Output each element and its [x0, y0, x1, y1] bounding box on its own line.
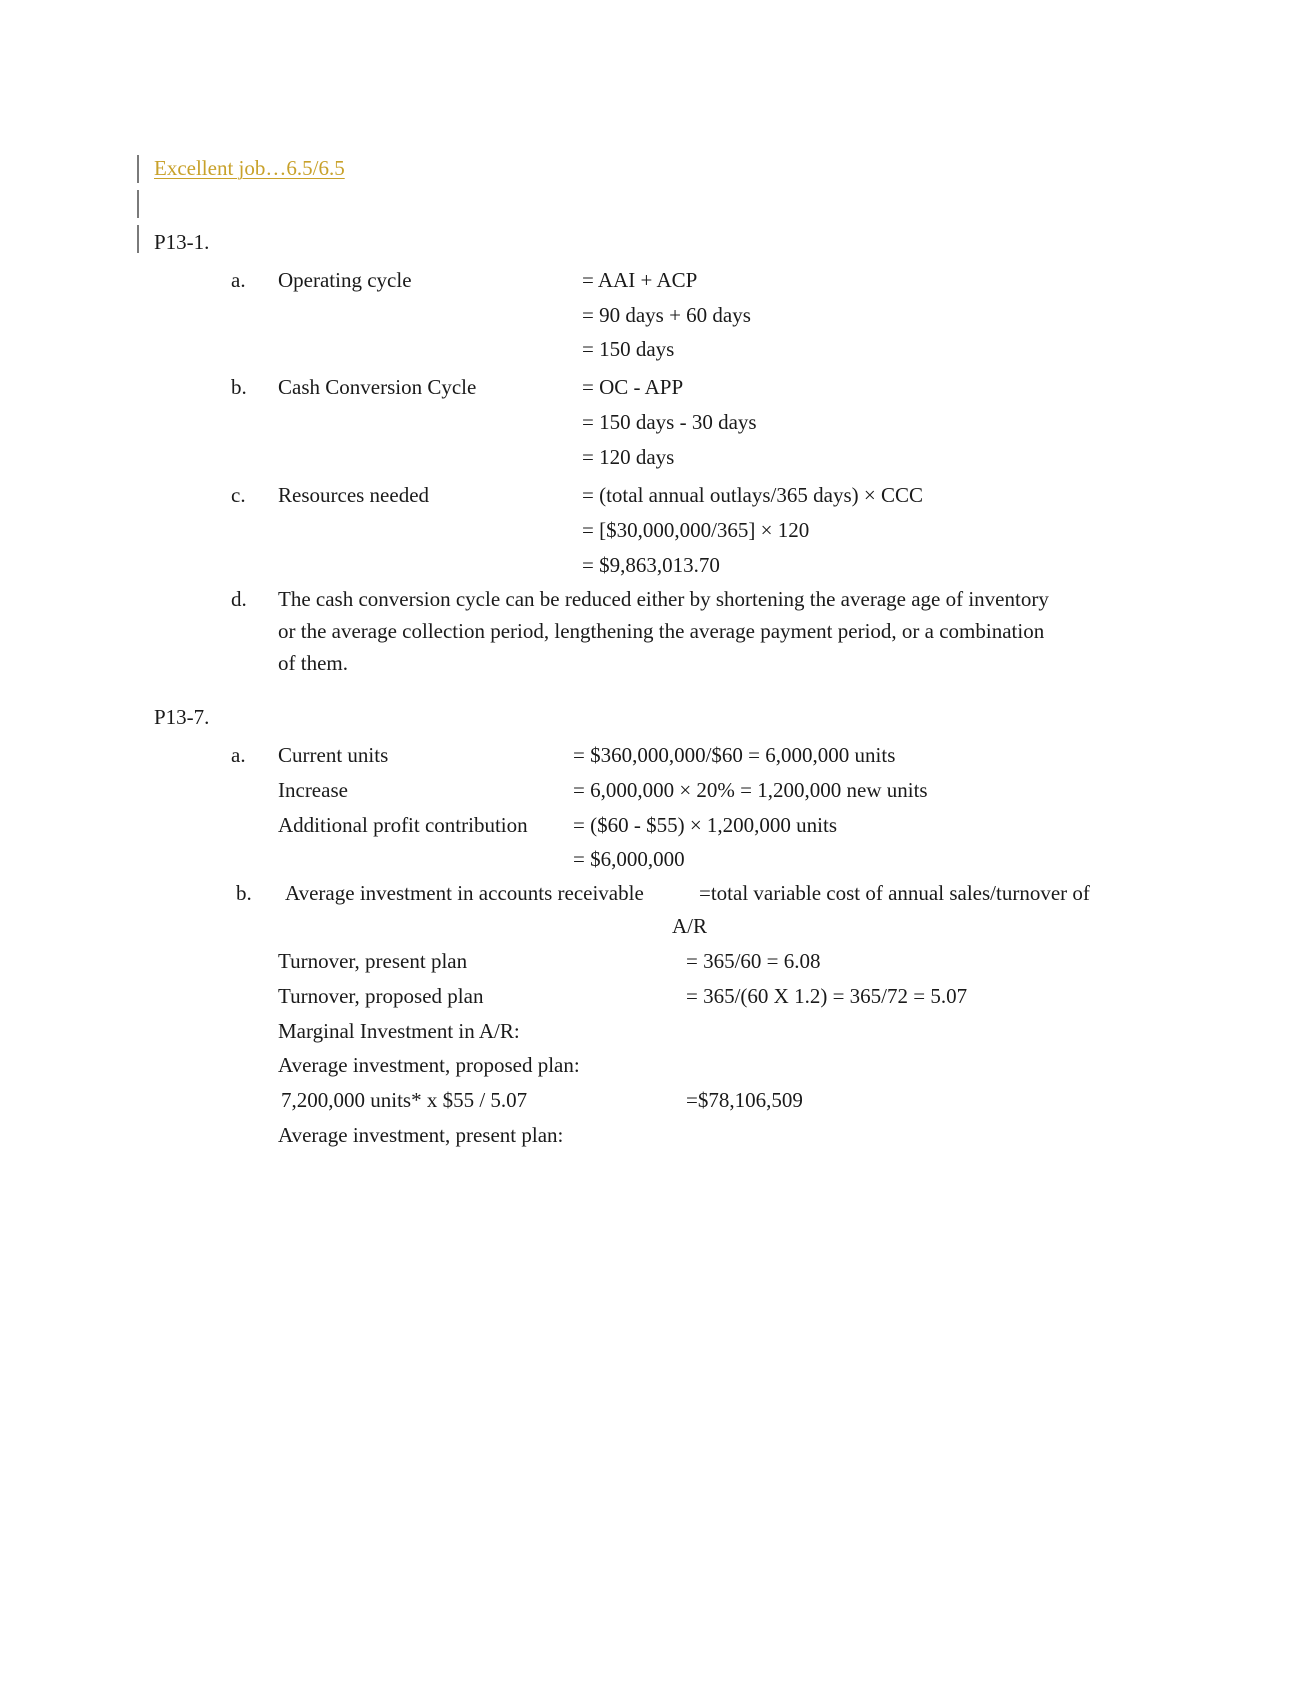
- item-letter: a.: [231, 743, 246, 767]
- change-bar: [137, 190, 139, 218]
- calc-line: = ($60 - $55) × 1,200,000 units: [573, 813, 838, 837]
- item-letter: b.: [231, 375, 247, 399]
- calc-line: = $6,000,000: [573, 847, 685, 871]
- calc-line: = 90 days + 60 days: [582, 303, 751, 327]
- calc-line: = [$30,000,000/365] × 120: [582, 518, 810, 542]
- item-label: Resources needed: [278, 483, 430, 507]
- item-letter: a.: [231, 268, 246, 292]
- calc-line: =total variable cost of annual sales/turnover of: [699, 881, 1090, 905]
- grader-comment: Excellent job…6.5/6.5: [154, 156, 345, 180]
- calc-line: = $360,000,000/$60 = 6,000,000 units: [573, 743, 896, 767]
- item-label: Turnover, present plan: [278, 949, 468, 973]
- item-label: Additional profit contribution: [278, 813, 528, 837]
- item-label: Marginal Investment in A/R:: [278, 1019, 520, 1043]
- item-label: Operating cycle: [278, 268, 412, 292]
- item-label: Cash Conversion Cycle: [278, 375, 477, 399]
- problem-heading-p13-1: P13-1.: [154, 230, 210, 254]
- calc-line: = AAI + ACP: [582, 268, 698, 292]
- change-bar: [137, 155, 139, 183]
- calc-line: = (total annual outlays/365 days) × CCC: [582, 483, 923, 507]
- item-label: Current units: [278, 743, 389, 767]
- calc-line: =$78,106,509: [686, 1088, 803, 1112]
- calc-line: = 365/60 = 6.08: [686, 949, 821, 973]
- item-letter: c.: [231, 483, 246, 507]
- item-letter: b.: [236, 881, 252, 905]
- calc-line: A/R: [672, 914, 708, 938]
- item-letter: d.: [231, 587, 247, 611]
- item-label: Turnover, proposed plan: [278, 984, 484, 1008]
- calc-line: = 6,000,000 × 20% = 1,200,000 new units: [573, 778, 928, 802]
- item-label: Average investment, present plan:: [278, 1123, 564, 1147]
- problem-heading-p13-7: P13-7.: [154, 705, 210, 729]
- item-label: Average investment, proposed plan:: [278, 1053, 580, 1077]
- item-label: Average investment in accounts receivable: [285, 881, 644, 905]
- paragraph-line: or the average collection period, lengthening the average payment period, or a combination: [278, 619, 1045, 643]
- change-bar: [137, 225, 139, 253]
- paragraph-line: of them.: [278, 651, 348, 675]
- calc-line: = $9,863,013.70: [582, 553, 720, 577]
- item-label: Increase: [278, 778, 348, 802]
- calc-line: = 365/(60 X 1.2) = 365/72 = 5.07: [686, 984, 968, 1008]
- calc-line: 7,200,000 units* x $55 / 5.07: [281, 1088, 528, 1112]
- calc-line: = 150 days: [582, 337, 675, 361]
- calc-line: = 120 days: [582, 445, 675, 469]
- calc-line: = OC - APP: [582, 375, 684, 399]
- paragraph-line: The cash conversion cycle can be reduced either by shortening the average age of inventory: [278, 587, 1049, 611]
- calc-line: = 150 days - 30 days: [582, 410, 757, 434]
